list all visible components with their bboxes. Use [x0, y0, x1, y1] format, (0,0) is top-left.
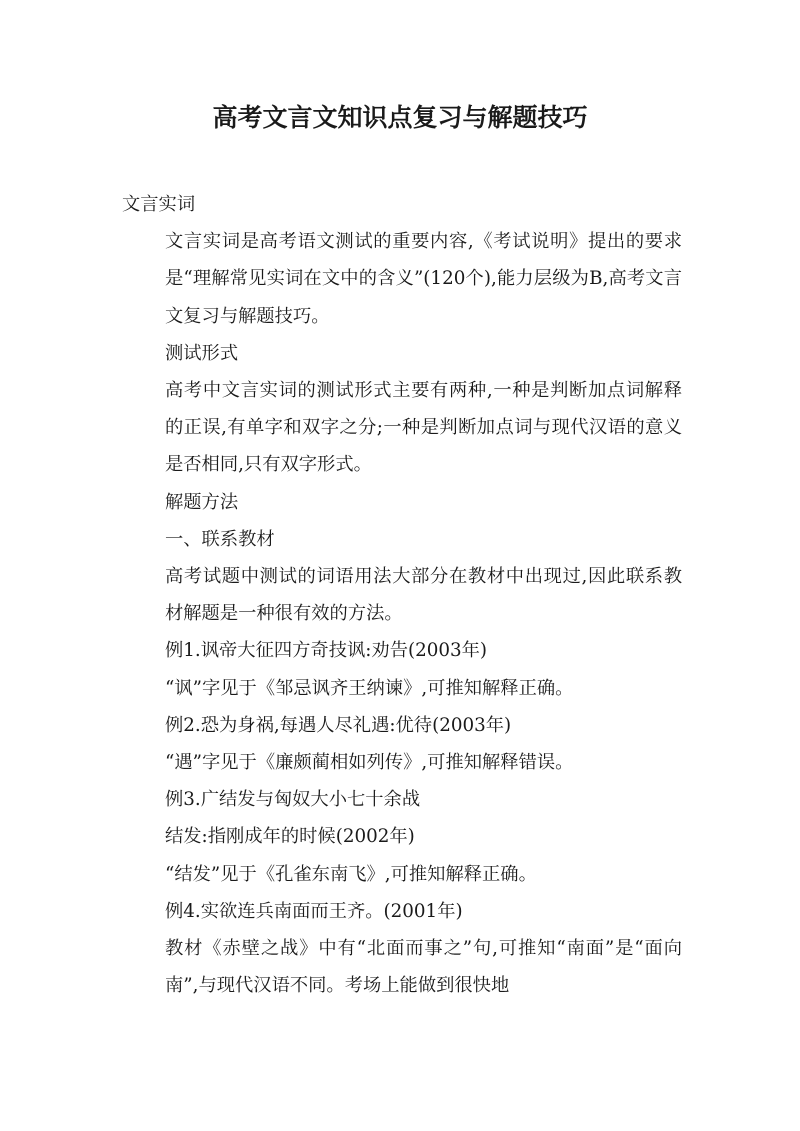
document-title: 高考文言文知识点复习与解题技巧 — [212, 103, 588, 132]
paragraph: 高考中文言实词的测试形式主要有两种,一种是判断加点词解释的正误,有单字和双字之分;一种是判断加点词与现代汉语的意义是否相同,只有双字形式。 — [165, 380, 682, 476]
example-line: 例4.实欲连兵南面而王齐。(2001年) — [165, 900, 463, 922]
example-line: 例2.恐为身祸,每遇人尽礼遇:优待(2003年) — [165, 714, 512, 736]
example-line: “讽”字见于《邹忌讽齐王纳谏》,可推知解释正确。 — [165, 677, 574, 699]
example-line: “遇”字见于《廉颇蔺相如列传》,可推知解释错误。 — [165, 752, 574, 774]
subsection-heading: 一、联系教材 — [165, 528, 275, 550]
example-line: 例1.讽帝大征四方奇技讽:劝告(2003年) — [165, 640, 488, 662]
example-line: “结发”见于《孔雀东南飞》,可推知解释正确。 — [165, 863, 537, 885]
section-heading: 解题方法 — [165, 491, 239, 513]
section-heading: 测试形式 — [165, 342, 239, 364]
example-line: 结发:指刚成年的时候(2002年) — [165, 826, 415, 848]
example-line: 例3.广结发与匈奴大小七十余战 — [165, 789, 421, 811]
paragraph: 文言实词是高考语文测试的重要内容,《考试说明》提出的要求是“理解常见实词在文中的含义”(120个),能力层级为B,高考文言文复习与解题技巧。 — [165, 231, 682, 327]
paragraph: 教材《赤壁之战》中有“北面而事之”句,可推知“南面”是“面向南”,与现代汉语不同。考场上能做到很快地 — [165, 938, 682, 997]
document-body — [122, 186, 682, 1004]
section-heading: 文言实词 — [122, 194, 196, 215]
paragraph: 高考试题中测试的词语用法大部分在教材中出现过,因此联系教材解题是一种很有效的方法。 — [165, 566, 682, 625]
